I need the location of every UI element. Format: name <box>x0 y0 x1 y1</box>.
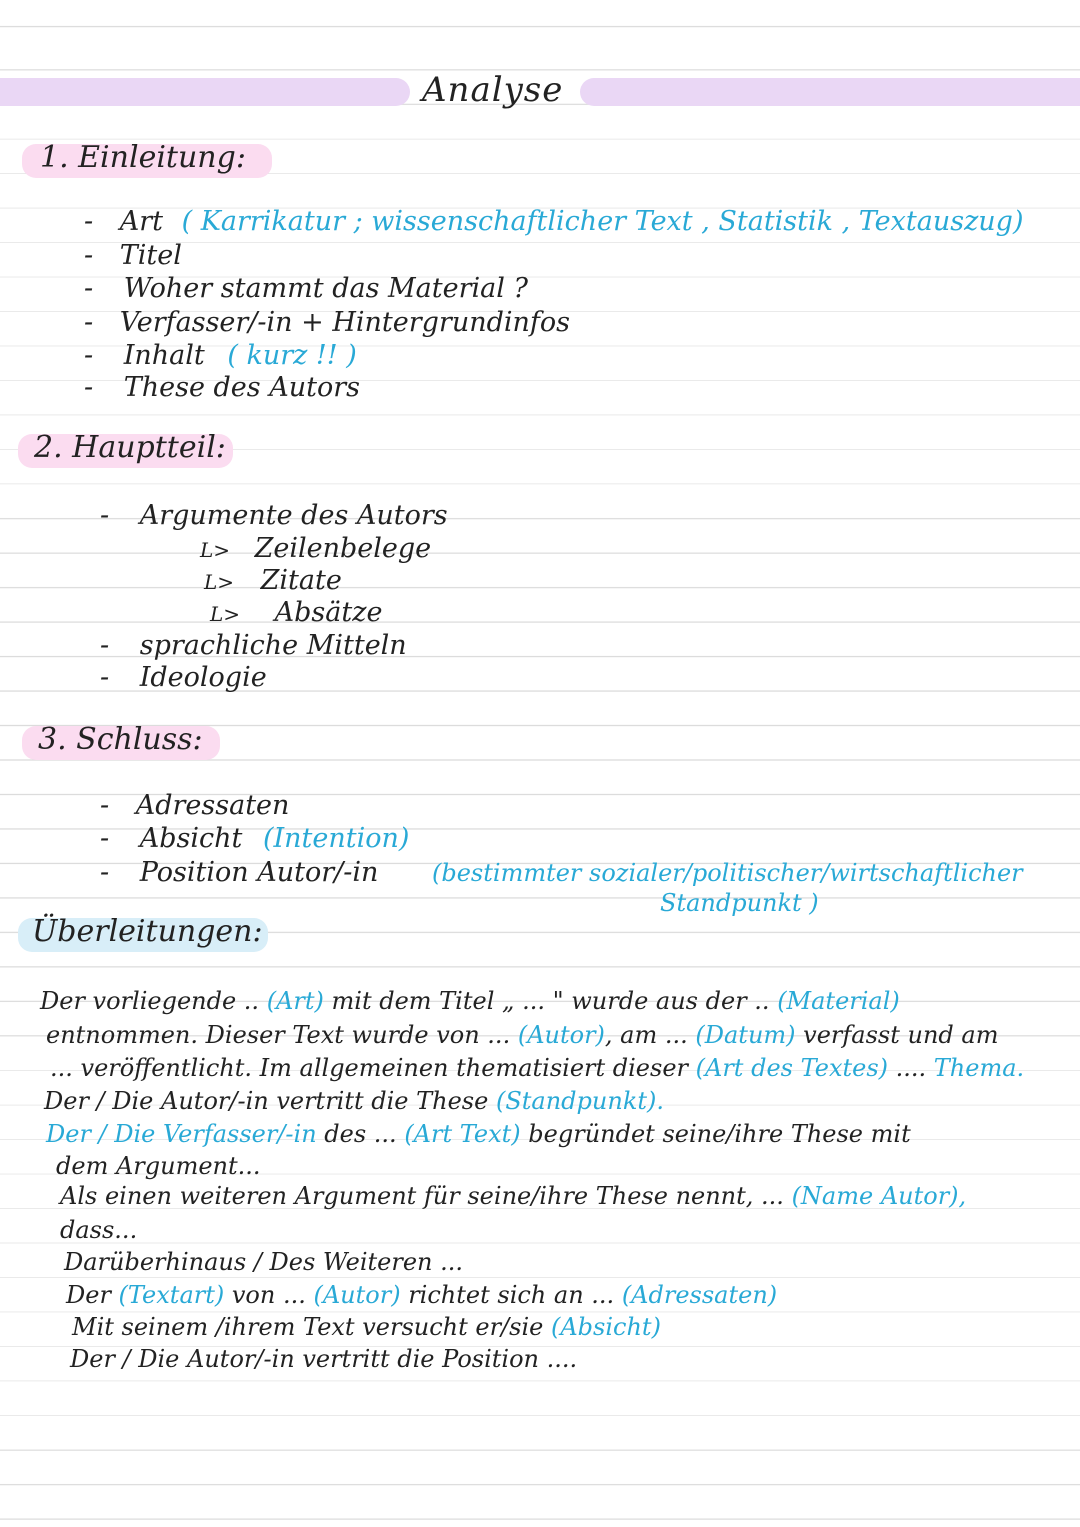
line-text: begründet seine/ihre These mit <box>520 1120 911 1148</box>
placeholder-note: (Art) <box>266 987 324 1015</box>
line-text: von ... <box>224 1281 314 1309</box>
item-label: sprachliche Mitteln <box>139 630 407 661</box>
list-item <box>204 565 342 596</box>
dash: - <box>100 500 110 531</box>
list-item <box>100 500 448 531</box>
item-label: Argumente des Autors <box>139 500 448 531</box>
item-label: Zitate <box>260 565 342 596</box>
item-label: Zeilenbelege <box>254 533 432 564</box>
item-label: Ideologie <box>139 662 267 693</box>
item-label: Verfasser/-in + Hintergrundinfos <box>119 307 571 338</box>
item-note: ( Karrikatur ; wissenschaftlicher Text , Statistik , Textauszug) <box>181 206 1024 237</box>
item-label: Art <box>119 206 163 237</box>
list-item <box>84 206 1024 237</box>
list-item <box>100 630 407 661</box>
list-item <box>84 340 357 371</box>
transition-line <box>70 1345 577 1373</box>
dash: - <box>100 857 110 888</box>
line-text: entnommen. Dieser Text wurde von ... <box>46 1021 518 1049</box>
line-text: des ... <box>316 1120 405 1148</box>
item-note: (Intention) <box>262 823 410 854</box>
page-title: Analyse <box>422 70 564 110</box>
placeholder-note: Thema. <box>933 1054 1025 1082</box>
placeholder-note: (Autor) <box>313 1281 401 1309</box>
item-label: Absätze <box>274 597 383 628</box>
list-item <box>100 857 378 888</box>
placeholder-note: (Art des Textes) <box>695 1054 889 1082</box>
heading-hauptteil: 2. Hauptteil: <box>34 430 226 465</box>
placeholder-note: (Name Autor), <box>791 1182 967 1210</box>
list-item <box>84 240 182 271</box>
line-text: Der <box>66 1281 119 1309</box>
dash: - <box>84 372 94 403</box>
line-text: verfasst und am <box>795 1021 999 1049</box>
line-text: dem Argument... <box>56 1152 261 1180</box>
transition-line <box>64 1248 463 1276</box>
heading-schluss: 3. Schluss: <box>38 722 203 757</box>
placeholder-note: (Adressaten) <box>621 1281 778 1309</box>
heading-einleitung: 1. Einleitung: <box>40 140 246 175</box>
item-label: Adressaten <box>135 790 290 821</box>
transition-line <box>72 1313 661 1341</box>
placeholder-note: (Art Text) <box>404 1120 521 1148</box>
line-text: dass... <box>60 1216 138 1244</box>
line-text: Der / Die Autor/-in vertritt die Position .... <box>70 1345 578 1373</box>
dash: - <box>100 790 110 821</box>
dash: - <box>84 273 94 304</box>
line-text: mit dem Titel „ ... " wurde aus der .. <box>323 987 778 1015</box>
line-text: richtet sich an ... <box>400 1281 622 1309</box>
line-text: Mit seinem /ihrem Text versucht er/sie <box>72 1313 551 1341</box>
item-note: ( kurz !! ) <box>227 340 357 371</box>
transition-line <box>56 1152 261 1180</box>
arrow-icon: L> <box>204 570 235 594</box>
line-text: .... <box>888 1054 934 1082</box>
arrow-icon: L> <box>210 602 241 626</box>
line-text: Darüberhinaus / Des Weiteren ... <box>64 1248 464 1276</box>
line-text: Der / Die Autor/-in vertritt die These <box>44 1087 496 1115</box>
dash: - <box>84 206 94 237</box>
line-text: Der vorliegende .. <box>40 987 267 1015</box>
transition-line <box>60 1216 137 1244</box>
transition-line <box>66 1281 777 1309</box>
item-note: Standpunkt ) <box>660 889 819 917</box>
placeholder-note: (Textart) <box>118 1281 225 1309</box>
dash: - <box>100 823 110 854</box>
item-label: Woher stammt das Material ? <box>123 273 528 304</box>
item-label: These des Autors <box>123 372 360 403</box>
line-text: , am ... <box>604 1021 696 1049</box>
list-item <box>200 533 431 564</box>
placeholder-note: (Autor) <box>517 1021 605 1049</box>
item-label: Absicht <box>139 823 243 854</box>
transition-line <box>46 1120 911 1148</box>
transition-line <box>44 1087 664 1115</box>
list-item <box>84 307 570 338</box>
item-label: Titel <box>119 240 182 271</box>
heading-ueberleitungen: Überleitungen: <box>32 914 263 949</box>
title-band-right <box>580 78 1080 106</box>
item-label: Position Autor/-in <box>139 857 379 888</box>
list-item <box>210 597 382 628</box>
dash: - <box>100 630 110 661</box>
item-note: (bestimmter sozialer/politischer/wirtschaftlicher <box>432 859 1023 887</box>
placeholder-note: (Standpunkt). <box>495 1087 665 1115</box>
placeholder-note: Der / Die Verfasser/-in <box>46 1120 317 1148</box>
arrow-icon: L> <box>200 538 231 562</box>
title-band-left <box>0 78 410 106</box>
line-text: Als einen weiteren Argument für seine/ihre These nennt, ... <box>60 1182 792 1210</box>
dash: - <box>100 662 110 693</box>
transition-line <box>40 987 900 1015</box>
line-text: ... veröffentlicht. Im allgemeinen thematisiert dieser <box>50 1054 696 1082</box>
transition-line <box>50 1054 1024 1082</box>
list-item <box>100 823 409 854</box>
item-label: Inhalt <box>123 340 205 371</box>
placeholder-note: (Datum) <box>695 1021 796 1049</box>
transition-line <box>46 1021 998 1049</box>
placeholder-note: (Absicht) <box>550 1313 661 1341</box>
transition-line <box>60 1182 966 1210</box>
list-item <box>84 372 360 403</box>
placeholder-note: (Material) <box>777 987 900 1015</box>
dash: - <box>84 340 94 371</box>
dash: - <box>84 307 94 338</box>
list-item <box>100 790 289 821</box>
dash: - <box>84 240 94 271</box>
list-item <box>84 273 528 304</box>
list-item <box>100 662 267 693</box>
